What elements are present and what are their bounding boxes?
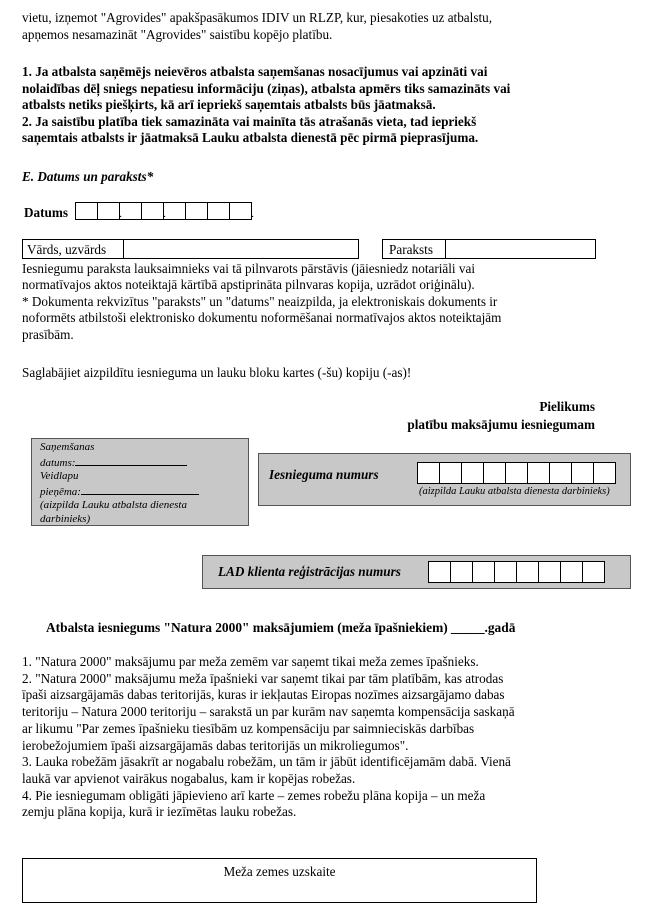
date-cell[interactable]	[119, 202, 142, 220]
filled-by-note: (aizpilda Lauku atbalsta dienesta	[40, 499, 187, 511]
app-number-cell[interactable]	[549, 462, 572, 484]
app-number-cell[interactable]	[417, 462, 440, 484]
date-cell[interactable]	[207, 202, 230, 220]
app-number-cell[interactable]	[571, 462, 594, 484]
signature-note	[22, 261, 602, 343]
obligation-line: atbalsts netiks piešķirts, kā arī iepriekš saņemtais atbalsts būs jāatmaksā.	[22, 97, 436, 113]
app-number-cell[interactable]	[439, 462, 462, 484]
app-number-cell[interactable]	[505, 462, 528, 484]
rule-line: laukā var apvienot vairākus nogabalus, kam ir kopējas robežas.	[22, 770, 356, 786]
date-cell[interactable]: .	[97, 202, 120, 220]
date-cell[interactable]	[163, 202, 186, 220]
stamp-accept-row	[40, 484, 240, 500]
obligation-line: 2. Ja saistību platība tiek samazināta vai mainīta tās atrašanās vieta, tad iepriekš	[22, 113, 477, 129]
rule-line: 2. "Natura 2000" maksājumu meža īpašnieki var saņemt tikai par tām platībām, kas atrodas	[22, 670, 504, 686]
app-number-cell[interactable]	[483, 462, 506, 484]
obligation-line: saņemtais atbalsts ir jāatmaksā Lauku atbalsta dienestā pēc pirmā pieprasījuma.	[22, 130, 479, 146]
rule-line: 4. Pie iesniegumam obligāti jāpievieno arī karte – zemes robežu plāna kopija – un meža	[22, 787, 486, 803]
date-label: Datums	[24, 205, 68, 220]
client-number-cell[interactable]	[494, 561, 517, 583]
annex-subtitle: platību maksājumu iesniegumam	[407, 417, 595, 432]
name-label-box	[22, 239, 124, 259]
client-number-cell[interactable]	[428, 561, 451, 583]
filled-by-note: darbinieks)	[40, 512, 91, 525]
intro-line: apņemos nesamazināt "Agrovides" saistību kopējo platību.	[22, 26, 333, 42]
app-number-cell[interactable]	[461, 462, 484, 484]
application-number-box	[258, 453, 631, 506]
name-field[interactable]	[123, 239, 359, 259]
intro-line: vietu, izņemot "Agrovides" apakšpasākumos IDIV un RLZP, kur, piesakoties uz atbalstu,	[22, 10, 493, 25]
date-input[interactable]	[76, 202, 252, 220]
rule-line: ar likumu "Par zemes īpašnieku tiesībām uz kompensāciju par saimnieciskās darbības	[22, 720, 475, 736]
rule-line: 1. "Natura 2000" maksājumu par meža zemēm var saņemt tikai meža zemes īpašnieks.	[22, 654, 479, 669]
stamp-label: Veidlapu	[40, 470, 79, 482]
received-date-field[interactable]	[75, 455, 187, 466]
annex-title: Pielikums	[539, 399, 595, 414]
client-number-cell[interactable]	[516, 561, 539, 583]
rule-line: 3. Lauka robežām jāsakrīt ar nogabalu robežām, un tām ir jābūt identificējamām dabā. Vienā	[22, 754, 511, 770]
client-number-cell[interactable]	[538, 561, 561, 583]
date-cell[interactable]: .	[229, 202, 252, 220]
signature-field[interactable]	[445, 239, 596, 259]
signature-label: Paraksts	[389, 242, 433, 257]
client-number-cell[interactable]	[450, 561, 473, 583]
office-use-box	[31, 438, 249, 526]
rule-line: zemju plāna kopija, kurā ir iezīmētas lauku robežas.	[22, 804, 297, 820]
stamp-accept-label: pieņēma:	[40, 485, 81, 498]
section-e-heading: E. Datums un paraksts*	[22, 169, 154, 184]
note-line: Iesniegumu paraksta lauksaimnieks vai tā pilnvarots pārstāvis (jāiesniedz notariāli vai	[22, 261, 475, 276]
save-note: Saglabājiet aizpildītu iesnieguma un lauku bloku kartes (-šu) kopiju (-as)!	[22, 365, 412, 380]
note-line: prasībām.	[22, 326, 74, 342]
date-cell[interactable]	[75, 202, 98, 220]
forest-land-table-title: Meža zemes uzskaite	[223, 864, 336, 879]
date-cell[interactable]: .	[141, 202, 164, 220]
rule-line: ierobežojumiem īpaši aizsargājamās dabas teritorijās un mikroliegumos".	[22, 737, 409, 753]
main-title: Atbalsta iesniegums "Natura 2000" maksājumiem (meža īpašniekiem) _____.gadā	[46, 620, 516, 635]
note-line: * Dokumenta rekvizītus "paraksts" un "datums" neaizpilda, ja elektroniskais dokuments ir	[22, 293, 498, 309]
app-number-cell[interactable]	[593, 462, 616, 484]
stamp-accept-field[interactable]	[81, 484, 199, 495]
client-number-input[interactable]	[429, 561, 605, 583]
application-number-note: (aizpilda Lauku atbalsta dienesta darbinieks)	[419, 486, 610, 497]
received-date-row	[40, 455, 240, 471]
rules-list	[22, 654, 612, 821]
application-number-input[interactable]	[418, 462, 616, 484]
name-label: Vārds, uzvārds	[27, 242, 107, 257]
rule-line: teritoriju – Natura 2000 teritoriju – sarakstā un par kurām nav saņemta kompensācija saskaņā	[22, 704, 515, 720]
client-number-cell[interactable]	[582, 561, 605, 583]
client-number-label: LAD klienta reģistrācijas numurs	[218, 564, 401, 579]
client-number-cell[interactable]	[560, 561, 583, 583]
client-number-box	[202, 555, 631, 589]
date-cell[interactable]	[185, 202, 208, 220]
note-line: noformēts atbilstoši elektronisko dokumentu noformēšanai normatīvajos aktos noteiktajām	[22, 310, 502, 326]
app-number-cell[interactable]	[527, 462, 550, 484]
intro-paragraph	[22, 10, 596, 43]
received-date-label: datums:	[40, 456, 76, 469]
obligation-line: 1. Ja atbalsta saņēmējs neievēros atbalsta saņemšanas nosacījumus vai apzināti vai	[22, 64, 488, 79]
rule-line: īpaši aizsargājamās dabas teritorijās, kuras ir iekļautas Eiropas nozīmes aizsargājamo dabas	[22, 687, 505, 703]
obligations	[22, 64, 596, 147]
note-line: normatīvajos aktos noteiktajā kārtībā apstiprināta pilnvaras kopija, uzrādot oriģinālu).	[22, 277, 475, 293]
obligation-line: nolaidības dēļ sniegs nepatiesu informāciju (ziņas), atbalsta apmērs tiks samazināts vai	[22, 80, 511, 96]
signature-label-box	[382, 239, 446, 259]
received-label: Saņemšanas	[40, 441, 95, 453]
forest-land-table	[22, 858, 537, 903]
application-number-label: Iesnieguma numurs	[269, 467, 379, 482]
client-number-cell[interactable]	[472, 561, 495, 583]
